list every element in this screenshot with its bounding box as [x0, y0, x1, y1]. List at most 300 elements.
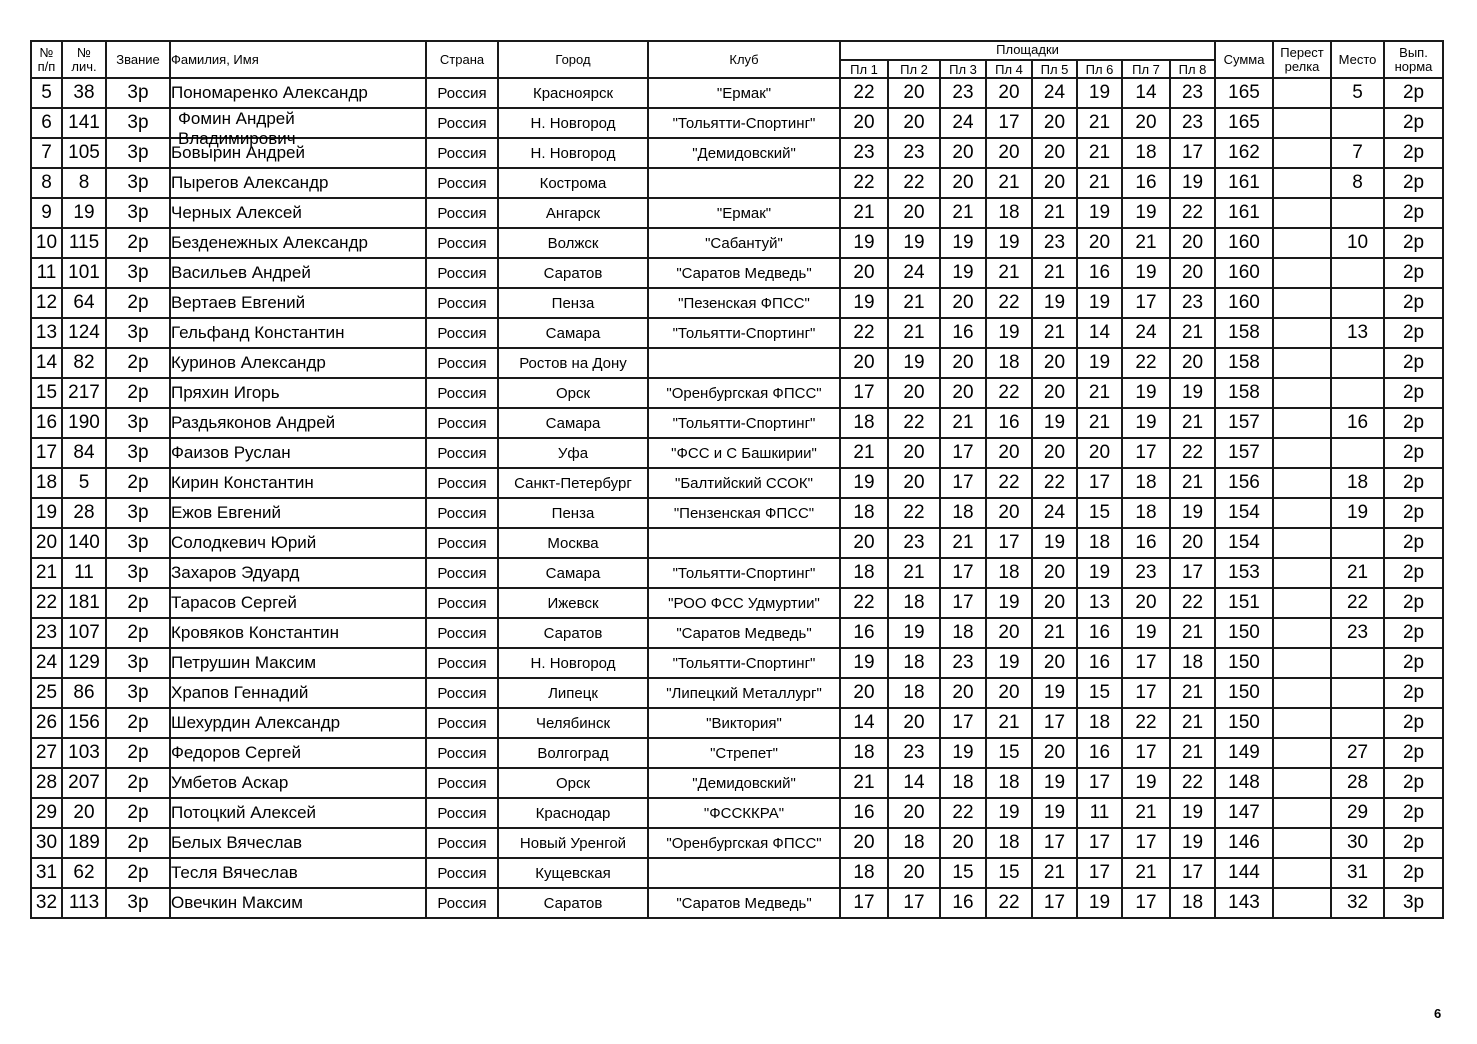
row-ground-3: 17: [940, 438, 986, 468]
row-country: Россия: [426, 288, 498, 318]
row-ground-2: 23: [888, 738, 940, 768]
table-row: [31, 78, 1443, 108]
row-club: [648, 168, 840, 198]
row-city: Волгоград: [498, 738, 648, 768]
row-sum: 161: [1215, 198, 1273, 228]
table-row: [31, 378, 1443, 408]
row-ground-7: 17: [1122, 438, 1170, 468]
row-shootoff: [1273, 768, 1331, 798]
row-ground-7: 19: [1122, 408, 1170, 438]
row-num: 26: [31, 708, 62, 738]
row-ground-4: 19: [986, 798, 1032, 828]
row-sum: 157: [1215, 438, 1273, 468]
row-rank: 2р: [106, 468, 170, 498]
row-place: 10: [1331, 228, 1384, 258]
row-ground-5: 20: [1032, 588, 1077, 618]
row-ground-5: 19: [1032, 768, 1077, 798]
row-city: Самара: [498, 558, 648, 588]
row-shootoff: [1273, 348, 1331, 378]
header-norm: Вып. норма: [1384, 41, 1443, 78]
row-ground-1: 18: [840, 558, 888, 588]
row-ground-6: 13: [1077, 588, 1122, 618]
header-ground-8: Пл 8: [1170, 60, 1215, 78]
row-country: Россия: [426, 558, 498, 588]
row-ground-2: 17: [888, 888, 940, 918]
row-shootoff: [1273, 498, 1331, 528]
row-ground-7: 17: [1122, 738, 1170, 768]
row-name: Тарасов Сергей: [170, 588, 426, 618]
row-city: Ростов на Дону: [498, 348, 648, 378]
row-ground-6: 16: [1077, 738, 1122, 768]
table-row: [31, 408, 1443, 438]
row-place: 28: [1331, 768, 1384, 798]
row-ground-7: 18: [1122, 138, 1170, 168]
row-norm: 2р: [1384, 708, 1443, 738]
row-country: Россия: [426, 228, 498, 258]
row-city: Н. Новгород: [498, 648, 648, 678]
row-ground-1: 21: [840, 438, 888, 468]
row-ground-5: 24: [1032, 78, 1077, 108]
row-shootoff: [1273, 708, 1331, 738]
row-ground-1: 18: [840, 498, 888, 528]
row-ground-7: 22: [1122, 348, 1170, 378]
row-norm: 2р: [1384, 408, 1443, 438]
table-row: [31, 228, 1443, 258]
row-ground-3: 24: [940, 108, 986, 138]
row-place: [1331, 348, 1384, 378]
table-row: [31, 798, 1443, 828]
row-country: Россия: [426, 108, 498, 138]
row-ground-1: 21: [840, 198, 888, 228]
row-city: Ижевск: [498, 588, 648, 618]
row-club: "Сабантуй": [648, 228, 840, 258]
header-ground-4: Пл 4: [986, 60, 1032, 78]
row-city: Ангарск: [498, 198, 648, 228]
row-name: Пряхин Игорь: [170, 378, 426, 408]
row-ground-6: 19: [1077, 558, 1122, 588]
row-num: 18: [31, 468, 62, 498]
row-name-line1: Фомин Андрей: [178, 109, 295, 128]
row-rank: 2р: [106, 588, 170, 618]
row-place: [1331, 708, 1384, 738]
row-shootoff: [1273, 438, 1331, 468]
row-norm: 2р: [1384, 558, 1443, 588]
row-num: 29: [31, 798, 62, 828]
row-ground-1: 22: [840, 318, 888, 348]
row-ground-7: 17: [1122, 828, 1170, 858]
row-shootoff: [1273, 288, 1331, 318]
row-name: [170, 108, 426, 148]
row-ground-5: 22: [1032, 468, 1077, 498]
row-ground-3: 20: [940, 138, 986, 168]
row-sum: 158: [1215, 378, 1273, 408]
row-place: 27: [1331, 738, 1384, 768]
row-club: "Тольятти-Спортинг": [648, 558, 840, 588]
row-id: 129: [62, 648, 106, 678]
row-ground-7: 20: [1122, 588, 1170, 618]
row-place: 29: [1331, 798, 1384, 828]
row-ground-2: 18: [888, 678, 940, 708]
row-ground-6: 19: [1077, 78, 1122, 108]
row-id: 190: [62, 408, 106, 438]
row-name: Гельфанд Константин: [170, 318, 426, 348]
row-ground-7: 19: [1122, 258, 1170, 288]
row-country: Россия: [426, 858, 498, 888]
row-ground-7: 19: [1122, 378, 1170, 408]
row-ground-2: 22: [888, 408, 940, 438]
row-ground-3: 20: [940, 378, 986, 408]
row-ground-6: 19: [1077, 348, 1122, 378]
row-ground-2: 22: [888, 168, 940, 198]
row-num: 31: [31, 858, 62, 888]
row-norm: 2р: [1384, 828, 1443, 858]
row-city: Кострома: [498, 168, 648, 198]
row-ground-3: 17: [940, 708, 986, 738]
row-country: Россия: [426, 318, 498, 348]
row-country: Россия: [426, 138, 498, 168]
row-ground-8: 18: [1170, 648, 1215, 678]
row-ground-3: 15: [940, 858, 986, 888]
row-num: 20: [31, 528, 62, 558]
row-ground-3: 21: [940, 528, 986, 558]
row-num: 8: [31, 168, 62, 198]
row-ground-8: 20: [1170, 528, 1215, 558]
row-shootoff: [1273, 528, 1331, 558]
row-sum: 144: [1215, 858, 1273, 888]
row-id: 217: [62, 378, 106, 408]
row-ground-7: 21: [1122, 228, 1170, 258]
row-ground-8: 19: [1170, 378, 1215, 408]
row-city: Орск: [498, 768, 648, 798]
row-sum: 157: [1215, 408, 1273, 438]
row-shootoff: [1273, 798, 1331, 828]
table-row: [31, 288, 1443, 318]
row-id: 86: [62, 678, 106, 708]
row-club: "Саратов Медведь": [648, 258, 840, 288]
table-row: [31, 198, 1443, 228]
row-place: 16: [1331, 408, 1384, 438]
row-sum: 160: [1215, 288, 1273, 318]
row-ground-6: 21: [1077, 138, 1122, 168]
row-sum: 160: [1215, 228, 1273, 258]
row-ground-4: 18: [986, 198, 1032, 228]
row-rank: 2р: [106, 348, 170, 378]
row-id: 103: [62, 738, 106, 768]
row-ground-6: 21: [1077, 408, 1122, 438]
row-ground-7: 14: [1122, 78, 1170, 108]
row-num: 23: [31, 618, 62, 648]
row-ground-3: 19: [940, 228, 986, 258]
row-ground-2: 18: [888, 828, 940, 858]
table-row: [31, 648, 1443, 678]
row-norm: 2р: [1384, 528, 1443, 558]
row-ground-1: 14: [840, 708, 888, 738]
row-num: 6: [31, 108, 62, 138]
row-ground-2: 22: [888, 498, 940, 528]
row-city: Москва: [498, 528, 648, 558]
row-name: Шехурдин Александр: [170, 708, 426, 738]
row-id: 207: [62, 768, 106, 798]
row-ground-2: 24: [888, 258, 940, 288]
row-ground-6: 17: [1077, 768, 1122, 798]
row-ground-5: 19: [1032, 408, 1077, 438]
row-norm: 2р: [1384, 588, 1443, 618]
row-ground-2: 23: [888, 528, 940, 558]
row-sum: 161: [1215, 168, 1273, 198]
row-id: 189: [62, 828, 106, 858]
row-shootoff: [1273, 858, 1331, 888]
row-name: Потоцкий Алексей: [170, 798, 426, 828]
row-shootoff: [1273, 378, 1331, 408]
header-id: № лич.: [62, 41, 106, 78]
row-ground-4: 19: [986, 318, 1032, 348]
row-club: "Тольятти-Спортинг": [648, 108, 840, 138]
row-club: "Саратов Медведь": [648, 618, 840, 648]
row-ground-6: 16: [1077, 648, 1122, 678]
row-club: "Ермак": [648, 198, 840, 228]
row-place: [1331, 258, 1384, 288]
row-rank: 2р: [106, 228, 170, 258]
row-city: Уфа: [498, 438, 648, 468]
row-name: Пырегов Александр: [170, 168, 426, 198]
row-shootoff: [1273, 888, 1331, 918]
row-place: 13: [1331, 318, 1384, 348]
table-row: [31, 438, 1443, 468]
row-ground-4: 21: [986, 708, 1032, 738]
row-ground-4: 16: [986, 408, 1032, 438]
row-ground-5: 20: [1032, 378, 1077, 408]
row-ground-3: 22: [940, 798, 986, 828]
row-shootoff: [1273, 198, 1331, 228]
row-norm: 3р: [1384, 888, 1443, 918]
row-ground-8: 17: [1170, 858, 1215, 888]
row-ground-4: 19: [986, 228, 1032, 258]
row-ground-2: 20: [888, 198, 940, 228]
row-place: [1331, 378, 1384, 408]
row-ground-5: 24: [1032, 498, 1077, 528]
table-row: [31, 768, 1443, 798]
row-ground-7: 17: [1122, 678, 1170, 708]
row-sum: 154: [1215, 528, 1273, 558]
row-norm: 2р: [1384, 768, 1443, 798]
row-place: [1331, 288, 1384, 318]
row-city: Красноярск: [498, 78, 648, 108]
row-rank: 3р: [106, 318, 170, 348]
row-ground-5: 17: [1032, 828, 1077, 858]
row-ground-6: 17: [1077, 858, 1122, 888]
row-name: Черных Алексей: [170, 198, 426, 228]
row-shootoff: [1273, 138, 1331, 168]
row-shootoff: [1273, 558, 1331, 588]
row-id: 38: [62, 78, 106, 108]
row-rank: 3р: [106, 648, 170, 678]
row-ground-3: 17: [940, 588, 986, 618]
row-rank: 2р: [106, 708, 170, 738]
row-country: Россия: [426, 648, 498, 678]
row-rank: 3р: [106, 408, 170, 438]
row-place: 32: [1331, 888, 1384, 918]
row-ground-3: 20: [940, 678, 986, 708]
header-country: Страна: [426, 41, 498, 78]
table-row: [31, 138, 1443, 168]
row-ground-4: 20: [986, 78, 1032, 108]
row-ground-2: 20: [888, 468, 940, 498]
row-ground-1: 21: [840, 768, 888, 798]
row-ground-4: 20: [986, 498, 1032, 528]
row-ground-1: 19: [840, 468, 888, 498]
row-id: 101: [62, 258, 106, 288]
row-ground-4: 19: [986, 648, 1032, 678]
row-ground-2: 14: [888, 768, 940, 798]
row-country: Россия: [426, 828, 498, 858]
row-city: Н. Новгород: [498, 108, 648, 138]
row-rank: 3р: [106, 438, 170, 468]
row-ground-2: 20: [888, 708, 940, 738]
row-ground-5: 21: [1032, 858, 1077, 888]
row-ground-6: 18: [1077, 528, 1122, 558]
row-club: "Тольятти-Спортинг": [648, 648, 840, 678]
row-num: 19: [31, 498, 62, 528]
row-norm: 2р: [1384, 168, 1443, 198]
row-club: "Виктория": [648, 708, 840, 738]
row-ground-6: 19: [1077, 288, 1122, 318]
row-id: 113: [62, 888, 106, 918]
row-name: Храпов Геннадий: [170, 678, 426, 708]
row-sum: 150: [1215, 678, 1273, 708]
row-ground-7: 18: [1122, 498, 1170, 528]
row-ground-8: 21: [1170, 678, 1215, 708]
row-ground-8: 22: [1170, 588, 1215, 618]
row-ground-1: 19: [840, 228, 888, 258]
row-ground-3: 18: [940, 498, 986, 528]
row-place: 5: [1331, 78, 1384, 108]
row-shootoff: [1273, 228, 1331, 258]
row-city: Саратов: [498, 618, 648, 648]
row-city: Пенза: [498, 288, 648, 318]
row-num: 15: [31, 378, 62, 408]
row-ground-5: 21: [1032, 258, 1077, 288]
row-num: 17: [31, 438, 62, 468]
row-ground-8: 19: [1170, 498, 1215, 528]
header-ground-5: Пл 5: [1032, 60, 1077, 78]
row-shootoff: [1273, 408, 1331, 438]
row-ground-3: 17: [940, 558, 986, 588]
row-club: "ФСС и С Башкирии": [648, 438, 840, 468]
row-rank: 3р: [106, 498, 170, 528]
row-sum: 149: [1215, 738, 1273, 768]
table-row: [31, 618, 1443, 648]
row-place: 21: [1331, 558, 1384, 588]
row-city: Санкт-Петербург: [498, 468, 648, 498]
row-place: 7: [1331, 138, 1384, 168]
row-ground-7: 23: [1122, 558, 1170, 588]
row-ground-3: 20: [940, 288, 986, 318]
row-ground-8: 21: [1170, 738, 1215, 768]
row-ground-1: 22: [840, 78, 888, 108]
row-name: Солодкевич Юрий: [170, 528, 426, 558]
row-place: 8: [1331, 168, 1384, 198]
row-ground-3: 20: [940, 168, 986, 198]
row-ground-1: 23: [840, 138, 888, 168]
row-ground-6: 16: [1077, 258, 1122, 288]
row-place: [1331, 198, 1384, 228]
row-ground-1: 19: [840, 648, 888, 678]
row-num: 24: [31, 648, 62, 678]
row-num: 25: [31, 678, 62, 708]
row-ground-4: 21: [986, 258, 1032, 288]
table-row: [31, 858, 1443, 888]
row-ground-6: 19: [1077, 888, 1122, 918]
row-shootoff: [1273, 318, 1331, 348]
row-ground-4: 18: [986, 828, 1032, 858]
row-ground-6: 11: [1077, 798, 1122, 828]
row-club: "Тольятти-Спортинг": [648, 318, 840, 348]
row-country: Россия: [426, 468, 498, 498]
row-norm: 2р: [1384, 78, 1443, 108]
row-place: 18: [1331, 468, 1384, 498]
row-sum: 146: [1215, 828, 1273, 858]
row-country: Россия: [426, 348, 498, 378]
row-id: 5: [62, 468, 106, 498]
row-norm: 2р: [1384, 678, 1443, 708]
page-number: 6: [1434, 1006, 1442, 1021]
row-ground-5: 20: [1032, 108, 1077, 138]
row-ground-5: 20: [1032, 168, 1077, 198]
row-ground-4: 21: [986, 168, 1032, 198]
row-club: "Тольятти-Спортинг": [648, 408, 840, 438]
row-city: Липецк: [498, 678, 648, 708]
row-ground-8: 17: [1170, 138, 1215, 168]
row-shootoff: [1273, 648, 1331, 678]
row-name: Тесля Вячеслав: [170, 858, 426, 888]
row-sum: 150: [1215, 618, 1273, 648]
row-country: Россия: [426, 168, 498, 198]
row-shootoff: [1273, 738, 1331, 768]
header-place: Место: [1331, 41, 1384, 78]
row-ground-7: 17: [1122, 648, 1170, 678]
row-place: [1331, 108, 1384, 138]
row-num: 21: [31, 558, 62, 588]
row-ground-1: 22: [840, 588, 888, 618]
row-ground-3: 20: [940, 348, 986, 378]
row-ground-7: 16: [1122, 528, 1170, 558]
row-city: Челябинск: [498, 708, 648, 738]
row-ground-3: 21: [940, 198, 986, 228]
row-club: "РОО ФСС Удмуртии": [648, 588, 840, 618]
row-ground-6: 17: [1077, 828, 1122, 858]
row-ground-3: 17: [940, 468, 986, 498]
row-num: 9: [31, 198, 62, 228]
row-ground-5: 23: [1032, 228, 1077, 258]
row-name: Фаизов Руслан: [170, 438, 426, 468]
header-sum: Сумма: [1215, 41, 1273, 78]
row-ground-4: 17: [986, 108, 1032, 138]
row-norm: 2р: [1384, 498, 1443, 528]
row-sum: 158: [1215, 348, 1273, 378]
row-norm: 2р: [1384, 858, 1443, 888]
row-club: [648, 858, 840, 888]
row-country: Россия: [426, 588, 498, 618]
row-id: 105: [62, 138, 106, 168]
row-place: [1331, 678, 1384, 708]
row-country: Россия: [426, 888, 498, 918]
row-ground-7: 20: [1122, 108, 1170, 138]
row-rank: 2р: [106, 768, 170, 798]
row-place: [1331, 648, 1384, 678]
header-city: Город: [498, 41, 648, 78]
row-ground-5: 19: [1032, 798, 1077, 828]
row-shootoff: [1273, 108, 1331, 138]
